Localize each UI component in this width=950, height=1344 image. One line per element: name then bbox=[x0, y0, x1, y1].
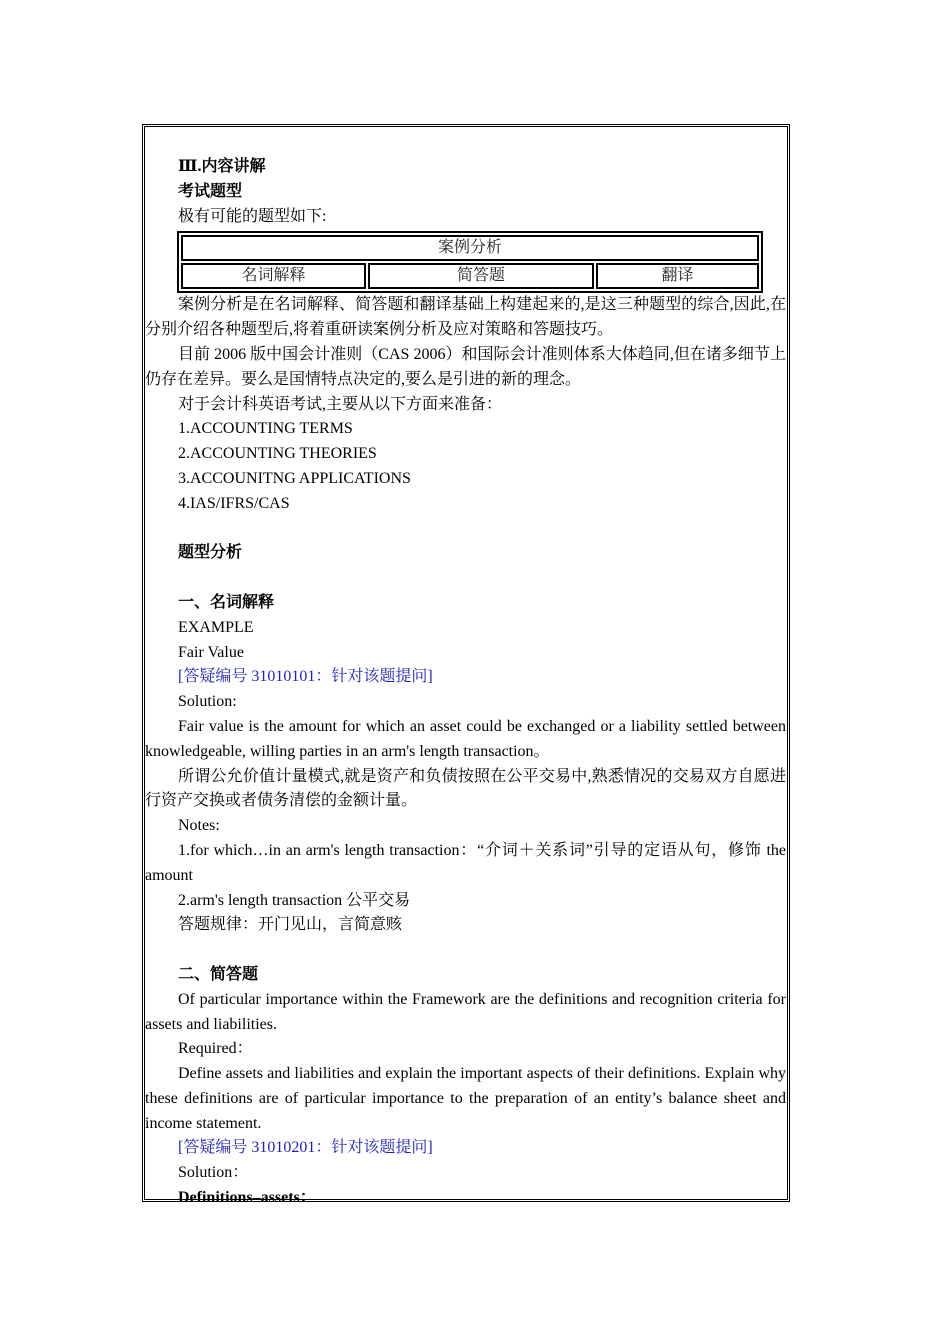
exam-types-table bbox=[177, 231, 763, 293]
prep-item-4: 4.IAS/IFRS/CAS bbox=[178, 494, 290, 512]
part1-heading: 一、名词解释 bbox=[178, 593, 275, 611]
part2-required-text: Define assets and liabilities and explain the important aspects of their definitions. Explain why these definitions are of particular importance to the preparation of an entity’s balance sheet and income statement. bbox=[145, 1065, 786, 1132]
types-cell-translation: 翻译 bbox=[596, 263, 759, 289]
types-cell-case-analysis: 案例分析 bbox=[181, 235, 759, 261]
part1-notes-label: Notes: bbox=[178, 817, 220, 835]
part2-question: Of particular importance within the Framework are the definitions and recognition criteria for assets and liabilities. bbox=[145, 990, 786, 1033]
paragraph-case-analysis: 案例分析是在名词解释、简答题和翻译基础上构建起来的,是这三种题型的综合,因此,在分别介绍各种题型后,将着重研读案例分析及应对策略和答题技巧。 bbox=[145, 296, 786, 339]
part1-example: EXAMPLE bbox=[178, 618, 254, 636]
exam-types-intro: 极有可能的题型如下: bbox=[178, 207, 327, 225]
types-cell-short-answer: 简答题 bbox=[368, 263, 594, 289]
prep-intro: 对于会计科英语考试,主要从以下方面来准备： bbox=[178, 395, 503, 413]
prep-item-1: 1.ACCOUNTING TERMS bbox=[178, 420, 353, 438]
document-frame bbox=[142, 124, 790, 1207]
part1-rule: 答题规律：开门见山，言简意赅 bbox=[178, 916, 403, 934]
part1-term: Fair Value bbox=[178, 643, 244, 661]
part2-required-label: Required： bbox=[178, 1040, 253, 1058]
part1-solution-en: Fair value is the amount for which an asset could be exchanged or a liability settled between knowledgeable, willing parties in an arm's length transaction。 bbox=[145, 717, 786, 760]
types-cell-terms: 名词解释 bbox=[181, 263, 366, 289]
part2-definitions-label: Definitions–assets： bbox=[178, 1189, 316, 1207]
part1-solution-cn: 所谓公允价值计量模式,就是资产和负债按照在公平交易中,熟悉情况的交易双方自愿进行资产交换或者债务清偿的金额计量。 bbox=[145, 767, 786, 810]
part2-heading: 二、简答题 bbox=[178, 965, 259, 983]
paragraph-cas-2006: 目前 2006 版中国会计准则（CAS 2006）和国际会计准则体系大体趋同,但在诸多细节上仍存在差异。要么是国情特点决定的,要么是引进的新的理念。 bbox=[145, 345, 786, 388]
prep-item-3: 3.ACCOUNITNG APPLICATIONS bbox=[178, 469, 411, 487]
spacer bbox=[145, 566, 787, 591]
part1-solution-label: Solution: bbox=[178, 693, 237, 711]
prep-item-2: 2.ACCOUNTING THEORIES bbox=[178, 445, 377, 463]
document-content bbox=[145, 155, 787, 1211]
part1-qa-link[interactable]: [答疑编号 31010101：针对该题提问] bbox=[178, 668, 433, 686]
spacer bbox=[145, 938, 787, 963]
part1-note-2: 2.arm's length transaction 公平交易 bbox=[178, 891, 411, 909]
spacer bbox=[145, 517, 787, 542]
section-title: Ⅲ.内容讲解 bbox=[178, 158, 266, 175]
analysis-heading: 题型分析 bbox=[178, 544, 243, 562]
part2-solution-label: Solution： bbox=[178, 1164, 249, 1182]
part2-qa-link[interactable]: [答疑编号 31010201：针对该题提问] bbox=[178, 1139, 433, 1157]
exam-types-heading: 考试题型 bbox=[178, 182, 243, 200]
part1-note-1: 1.for which…in an arm's length transaction：“介词＋关系词”引导的定语从句，修饰 the amount bbox=[145, 841, 786, 884]
